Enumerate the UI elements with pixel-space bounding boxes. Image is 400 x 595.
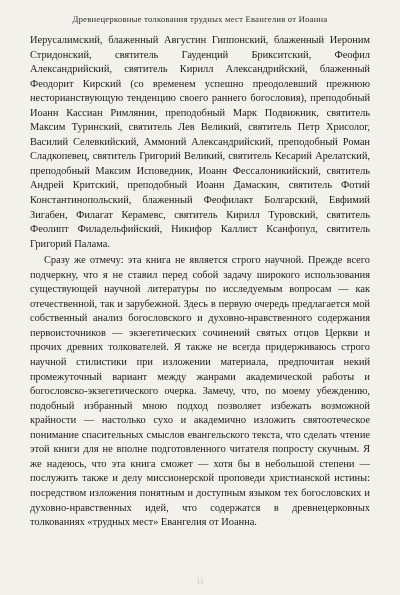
paragraph: Сразу же отмечу: эта книга не является строго научной. Прежде всего подчеркну, что я не ставил перед собой задачу широкого использования существующей научной литературы по исследуемым вопросам — как отечественной, так и зарубежной. Здесь в первую очередь предлагается мой собственный анализ богословского и духовно-нравственного содержания первоисточников — экзегетических сочинений святых отцов Церкви и прочих древних толкователей. Я также не всегда придерживаюсь строго научной стилистики при изложении материала, предпочитая некий промежуточный вариант между жанрами академической работы и богословско-экзегетического очерка. Замечу, что, по моему убеждению, подобный избранный мною подход позволяет избежать возможной крайности — настолько сухо и академично изложить святоотеческое понимание спасительных смыслов евангельского текста, что сделать чтение этой книги для не вполне подготовленного читателя попросту скучным. Я же надеюсь, что эта книга сможет — хотя бы в небольшой степени — послужить также и делу миссионерской проповеди христианской истины: посредством изложения понятным и доступным языком тех богословских и духовно-нравственных идей, что содержатся в древнецерковных толкованиях «трудных мест» Евангелия от Иоанна.	[30, 255, 370, 529]
page-number: 11	[196, 577, 204, 586]
running-head: Древнецерковные толкования трудных мест Евангелия от Иоанна	[72, 14, 328, 24]
paragraph-continued: Иерусалимский, блаженный Августин Гиппонский, блаженный Иероним Стридонский, святитель Гауденций Брикситский, Феофил Александрийский, святитель Кирилл Александрийский, блаженный Феодорит Кирский (со временем успешно преодолевший прежнюю несторианствующую тенденцию своего раннего богословия), преподобный Иоанн Кассиан Римлянин, преподобный Марк Подвижник, святитель Максим Туринский, святитель Лев Великий, святитель Петр Хрисолог, Василий Селевкийский, Аммоний Александрийский, преподобный Роман Сладкопевец, святитель Григорий Великий, святитель Кесарий Арелатский, преподобный Максим Исповедник, Иоанн Фессалоникийский, святитель Андрей Критский, преподобный Иоанн Дамаскин, святитель Фотий Константинопольский, блаженный Феофилакт Болгарский, Евфимий Зигабен, Филагат Керамевс, святитель Кирилл Туровский, святитель Феолипт Филадельфийский, Никифор Каллист Ксанфопул, святитель Григорий Палама.	[30, 35, 370, 250]
